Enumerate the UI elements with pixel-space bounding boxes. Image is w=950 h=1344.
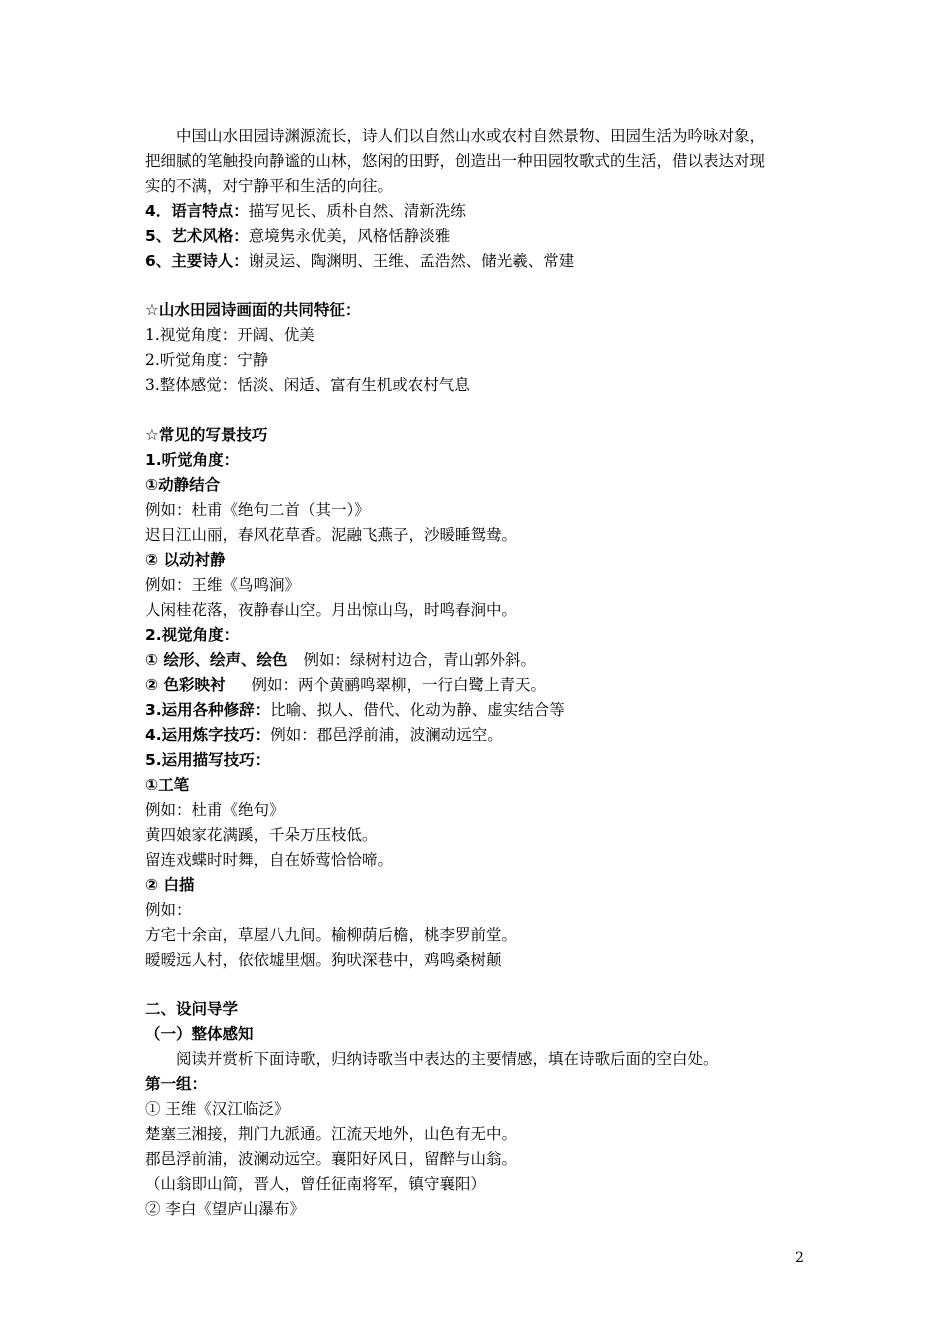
example-line: 例如： xyxy=(145,901,192,919)
common-heading: ☆山水田园诗画面的共同特征： xyxy=(145,301,361,319)
feature-label: 6、主要诗人： xyxy=(145,252,249,270)
instruction-text: 阅读并赏析下面诗歌，归纳诗歌当中表达的主要情感，填在诗歌后面的空白处。 xyxy=(176,1050,719,1068)
poem-line: 方宅十余亩，草屋八九间。榆柳荫后檐，桃李罗前堂。 xyxy=(145,926,518,944)
poem-title: ② 李白《望庐山瀑布》 xyxy=(145,1200,305,1218)
technique-subtitle: ①动静结合 xyxy=(145,476,221,494)
common-item: 1.视觉角度：开阔、优美 xyxy=(145,326,315,344)
poem-line: 留连戏蝶时时舞，自在娇莺恰恰啼。 xyxy=(145,851,394,869)
example-line: 例如：杜甫《绝句》 xyxy=(145,801,285,819)
example-line: 例如：杜甫《绝句二首（其一）》 xyxy=(145,501,370,519)
techniques-heading: ☆常见的写景技巧 xyxy=(145,426,268,444)
feature-text: 意境隽永优美，风格恬静淡雅 xyxy=(248,227,451,245)
technique-subtitle: ② 以动衬静 xyxy=(145,551,226,569)
example-line: 例如：王维《鸟鸣涧》 xyxy=(145,576,301,594)
technique-subtitle: ①工笔 xyxy=(145,776,190,794)
poem-line: 迟日江山丽，春风花草香。泥融飞燕子，沙暖睡鸳鸯。 xyxy=(145,526,518,544)
feature-style xyxy=(145,226,450,246)
technique-visual-shape xyxy=(145,650,536,670)
intro-line: 把细腻的笔触投向静谧的山林，悠闲的田野，创造出一种田园牧歌式的生活，借以表达对现 xyxy=(145,152,766,170)
technique-wording xyxy=(145,725,503,745)
feature-text: 描写见长、质朴自然、清新洗练 xyxy=(248,202,466,220)
intro-line: 实的不满，对宁静平和生活的向往。 xyxy=(145,177,394,195)
technique-subtitle: ② 白描 xyxy=(145,876,195,894)
poem-line: 郡邑浮前浦，波澜动远空。襄阳好风日，留醉与山翁。 xyxy=(145,1150,518,1168)
feature-language xyxy=(145,201,466,221)
poem-line: 暧暧远人村，依依墟里烟。狗吠深巷中，鸡鸣桑树颠 xyxy=(145,951,502,969)
feature-text: 谢灵运、陶渊明、王维、孟浩然、储光羲、常建 xyxy=(248,252,575,270)
technique-text: 比喻、拟人、借代、化动为静、虚实结合等 xyxy=(270,701,565,719)
common-item: 3.整体感觉：恬淡、闲适、富有生机或农村气息 xyxy=(145,376,470,394)
feature-label: 5、艺术风格： xyxy=(145,227,249,245)
intro-line: 中国山水田园诗渊源流长，诗人们以自然山水或农村自然景物、田园生活为吟咏对象， xyxy=(176,127,766,145)
poem-line: 人闲桂花落，夜静春山空。月出惊山鸟，时鸣春涧中。 xyxy=(145,601,518,619)
group-heading: 第一组： xyxy=(145,1075,208,1093)
technique-text: 例如：郡邑浮前浦，波澜动远空。 xyxy=(270,726,503,744)
poem-line: 楚塞三湘接，荆门九派通。江流天地外，山色有无中。 xyxy=(145,1125,518,1143)
subsection-heading: （一）整体感知 xyxy=(145,1025,254,1043)
technique-visual-color xyxy=(145,675,546,695)
poem-note: （山翁即山简，晋人，曾任征南将军，镇守襄阳） xyxy=(145,1175,487,1193)
poem-line: 黄四娘家花满蹊，千朵万压枝低。 xyxy=(145,826,378,844)
poem-title: ① 王维《汉江临泛》 xyxy=(145,1100,290,1118)
technique-rhetoric xyxy=(145,700,565,720)
technique-example: 例如：绿树村边合，青山郭外斜。 xyxy=(303,651,537,669)
page-number: 2 xyxy=(795,1250,804,1266)
technique-label: 3.运用各种修辞： xyxy=(145,701,271,719)
technique-label: ② 色彩映衬 xyxy=(145,676,226,694)
technique-title: 2.视觉角度： xyxy=(145,626,240,644)
technique-title: 1.听觉角度： xyxy=(145,451,240,469)
common-item: 2.听觉角度：宁静 xyxy=(145,351,269,369)
technique-title: 5.运用描写技巧： xyxy=(145,751,271,769)
technique-example: 例如：两个黄鹂鸣翠柳，一行白鹭上青天。 xyxy=(251,676,547,694)
feature-poets xyxy=(145,251,574,271)
feature-label: 4．语言特点： xyxy=(145,202,249,220)
section-heading: 二、设问导学 xyxy=(145,1000,239,1018)
technique-label: 4.运用炼字技巧： xyxy=(145,726,271,744)
technique-label: ① 绘形、绘声、绘色 xyxy=(145,651,288,669)
